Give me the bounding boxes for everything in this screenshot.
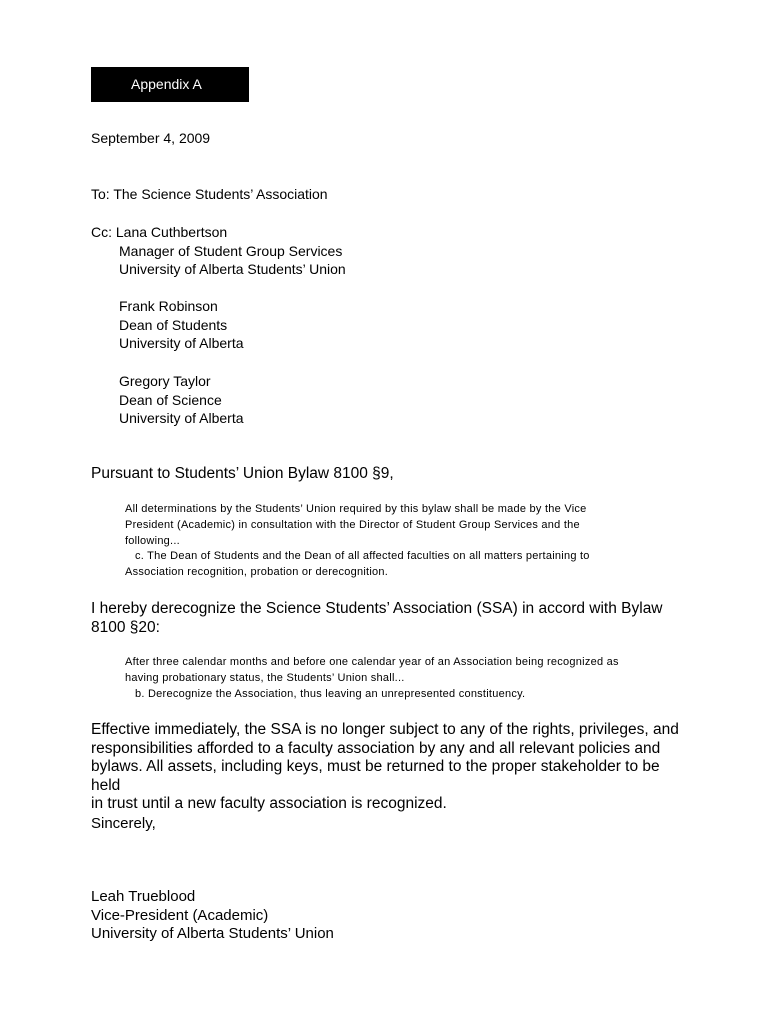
paragraph-line: Effective immediately, the SSA is no longer subject to any of the rights, privileges, and (91, 721, 679, 738)
paragraph-line: 8100 §20: (91, 618, 160, 636)
paragraph-line: responsibilities afforded to a faculty association by any and all relevant policies and (91, 739, 661, 757)
appendix-label: Appendix A (91, 67, 249, 102)
signer-name: Leah Trueblood (91, 888, 196, 905)
paragraph-line: bylaws. All assets, including keys, must be returned to the proper stakeholder to be held (91, 758, 660, 794)
cc-group-2 (91, 297, 244, 353)
closing: Sincerely, (91, 815, 156, 832)
effective-paragraph (91, 721, 691, 814)
quote-line: Association recognition, probation or derecognition. (125, 566, 389, 579)
cc-block (91, 223, 346, 279)
derecognize-paragraph (91, 600, 691, 637)
cc-group-3 (91, 372, 244, 428)
paragraph-line: I hereby derecognize the Science Students’ Association (SSA) in accord with Bylaw (91, 600, 663, 617)
signer-title: Vice-President (Academic) (91, 906, 269, 924)
bylaw-quote-2 (125, 655, 685, 702)
cc-name: Gregory Taylor (119, 373, 211, 389)
signer-org: University of Alberta Students’ Union (91, 925, 334, 942)
cc-name: Frank Robinson (119, 298, 218, 314)
pursuant-line: Pursuant to Students’ Union Bylaw 8100 §9, (91, 465, 394, 482)
quote-subclause: c. The Dean of Students and the Dean of all affected faculties on all matters pertaining to (135, 550, 590, 563)
bylaw-quote-1 (125, 502, 685, 581)
quote-subclause: b. Derecognize the Association, thus leaving an unrepresented constituency. (135, 687, 526, 700)
paragraph-line: in trust until a new faculty association is recognized. (91, 795, 447, 812)
cc-line-3: University of Alberta Students’ Union (119, 261, 346, 277)
quote-line: After three calendar months and before one calendar year of an Association being recognized as (125, 656, 619, 668)
to-line: To: The Science Students’ Association (91, 186, 328, 202)
quote-line: following... (125, 534, 180, 547)
cc-title: Dean of Students (119, 316, 228, 333)
cc-line-2: Manager of Student Group Services (119, 242, 343, 259)
signature-block (91, 888, 334, 944)
letter-date: September 4, 2009 (91, 130, 211, 146)
cc-org: University of Alberta (119, 335, 244, 351)
cc-line-1: Cc: Lana Cuthbertson (91, 224, 228, 240)
quote-line: President (Academic) in consultation with the Director of Student Group Services and the (125, 518, 580, 531)
cc-title: Dean of Science (119, 391, 222, 408)
quote-line: having probationary status, the Students’ Union shall... (125, 671, 405, 684)
cc-org: University of Alberta (119, 410, 244, 426)
quote-line: All determinations by the Students’ Union required by this bylaw shall be made by the Vice (125, 503, 587, 515)
